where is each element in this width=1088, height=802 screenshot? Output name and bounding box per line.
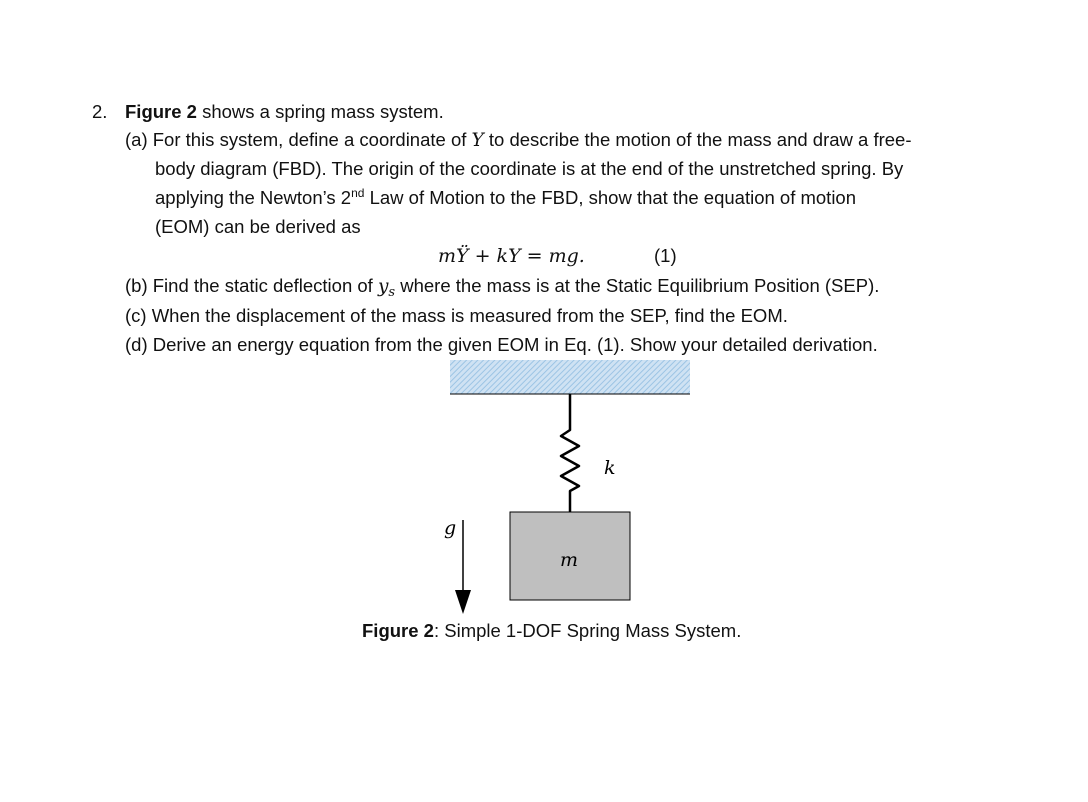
part-b-text: (b) Find the static deflection of (125, 275, 378, 296)
figure-reference: Figure 2 (125, 101, 197, 122)
spring (561, 394, 579, 512)
ordinal-superscript: nd (351, 186, 365, 200)
part-a-text: applying the Newton’s 2 (155, 187, 352, 208)
variable-y-s: $y_s$ (377, 276, 396, 300)
intro-text: shows a spring mass system. (196, 101, 444, 122)
variable-Y: Y (471, 130, 484, 151)
part-a-text: Law of Motion to the FBD, show that the equation of motion (364, 187, 857, 208)
gravity-label-g: g (444, 517, 457, 539)
caption-label: Figure 2 (362, 620, 434, 641)
question-number: 2. (92, 101, 108, 122)
gravity-arrow-head (455, 590, 471, 614)
part-a-text: (a) For this system, define a coordinate of (125, 129, 472, 150)
equation-number: (1) (654, 245, 677, 266)
caption-text: : Simple 1-DOF Spring Mass System. (433, 620, 742, 641)
part-a-line-4: (EOM) can be derived as (155, 216, 361, 237)
mass-label-m: m (560, 549, 579, 571)
part-a-text: to describe the motion of the mass and draw a free- (483, 129, 912, 150)
spring-label-k: k (604, 457, 616, 479)
figure-caption (362, 620, 741, 642)
equation-of-motion: mŸ + kY = mg. (438, 245, 585, 267)
ceiling-support (450, 360, 690, 394)
part-a-line-2: body diagram (FBD). The origin of the coordinate is at the end of the unstretched spring. By (155, 158, 904, 179)
part-c: (c) When the displacement of the mass is measured from the SEP, find the EOM. (125, 305, 788, 326)
part-b-text: where the mass is at the Static Equilibrium Position (SEP). (395, 275, 880, 296)
part-d: (d) Derive an energy equation from the given EOM in Eq. (1). Show your detailed derivation. (125, 334, 878, 355)
